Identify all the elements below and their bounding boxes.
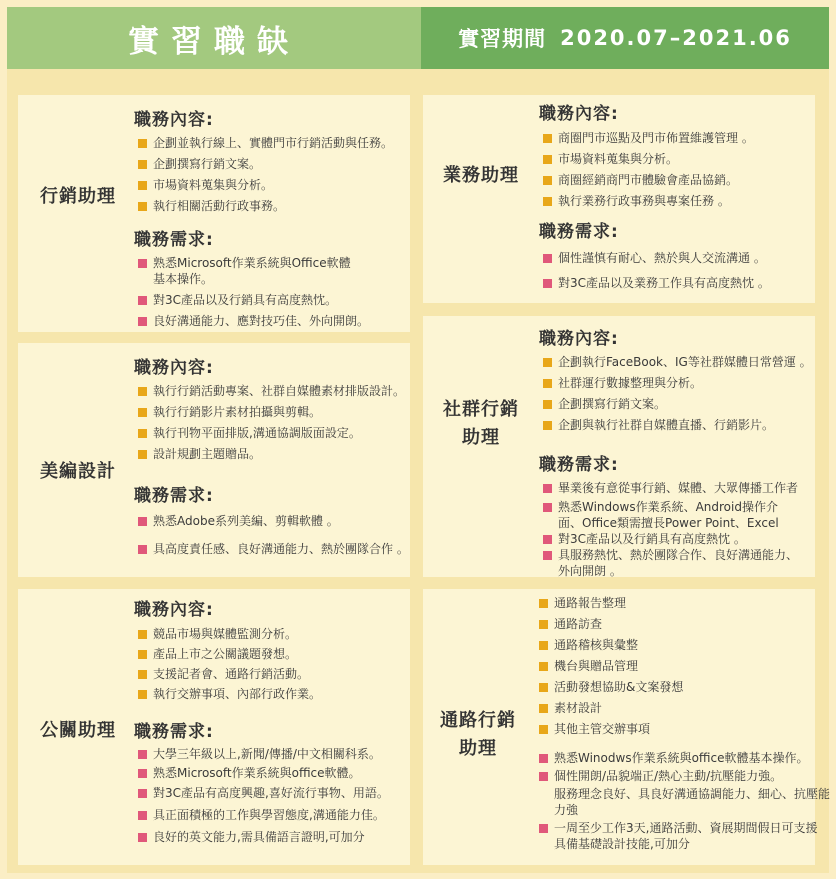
square-bullet-icon xyxy=(138,789,147,798)
list-item: 其他主管交辦事項 xyxy=(539,721,683,737)
list-item: 良好溝通能力、應對技巧佳、外向開朗。 xyxy=(138,313,369,329)
square-bullet-icon xyxy=(543,134,552,143)
list-item: 熟悉Winodws作業系統與office軟體基本操作。 xyxy=(539,750,830,766)
square-bullet-icon xyxy=(543,484,552,493)
requirements-list xyxy=(138,746,389,845)
duties-list xyxy=(539,595,683,737)
list-item: 對3C產品以及行銷具有高度熱忱。 xyxy=(138,292,369,308)
square-bullet-icon xyxy=(543,176,552,185)
square-bullet-icon xyxy=(138,833,147,842)
duties-title: 職務內容: xyxy=(134,358,214,378)
square-bullet-icon xyxy=(539,599,548,608)
card-title: 業務助理 xyxy=(443,165,519,186)
square-bullet-icon xyxy=(543,535,552,544)
list-item: 企劃撰寫行銷文案。 xyxy=(138,156,393,172)
square-bullet-icon xyxy=(543,197,552,206)
square-bullet-icon xyxy=(138,630,147,639)
requirements-list xyxy=(539,750,830,852)
square-bullet-icon xyxy=(138,202,147,211)
list-item: 個性謹慎有耐心、熱於與人交流溝通 。 xyxy=(543,250,770,266)
header-title-bar xyxy=(7,7,421,69)
duties-title: 職務內容: xyxy=(539,104,619,124)
list-item: 對3C產品有高度興趣,喜好流行事物、用語。 xyxy=(138,785,389,801)
list-item: 機台與贈品管理 xyxy=(539,658,683,674)
duties-list xyxy=(138,135,393,214)
list-item: 具備基礎設計技能,可加分 xyxy=(554,837,690,851)
square-bullet-icon xyxy=(539,725,548,734)
list-item: 執行行銷影片素材拍攝與剪輯。 xyxy=(138,404,405,420)
card-marketing xyxy=(18,95,410,332)
header-period-bar xyxy=(421,7,829,69)
list-item: 通路報告整理 xyxy=(539,595,683,611)
list-item: 通路稽核與彙整 xyxy=(539,637,683,653)
square-bullet-icon xyxy=(543,379,552,388)
card-pr xyxy=(18,589,410,865)
square-bullet-icon xyxy=(539,662,548,671)
list-item: 對3C產品以及行銷具有高度熱忱 。 xyxy=(543,531,798,547)
requirements-title: 職務需求: xyxy=(134,230,214,250)
card-title: 美編設計 xyxy=(40,461,116,482)
square-bullet-icon xyxy=(138,317,147,326)
list-item: 競品市場與媒體監測分析。 xyxy=(138,626,321,642)
card-title xyxy=(423,707,533,763)
list-item: 力強 xyxy=(554,803,579,817)
square-bullet-icon xyxy=(543,254,552,263)
square-bullet-icon xyxy=(543,421,552,430)
list-item: 企劃撰寫行銷文案。 xyxy=(543,396,812,412)
card-title: 行銷助理 xyxy=(40,186,116,207)
list-item: 熟悉Microsoft作業系統與Office軟體 xyxy=(138,255,369,271)
square-bullet-icon xyxy=(539,683,548,692)
square-bullet-icon xyxy=(138,259,147,268)
square-bullet-icon xyxy=(543,503,552,512)
square-bullet-icon xyxy=(539,824,548,833)
square-bullet-icon xyxy=(138,429,147,438)
list-item: 服務理念良好、具良好溝通協調能力、細心、抗壓能 xyxy=(554,787,831,801)
card-sales xyxy=(423,95,815,303)
duties-title: 職務內容: xyxy=(134,110,214,130)
requirements-title: 職務需求: xyxy=(539,455,619,475)
card-channel xyxy=(423,589,831,865)
list-item: 執行行銷活動專案、社群自媒體素材排版設計。 xyxy=(138,383,405,399)
square-bullet-icon xyxy=(138,517,147,526)
list-item: 商圈經銷商門市體驗會產品協銷。 xyxy=(543,172,754,188)
square-bullet-icon xyxy=(138,296,147,305)
card-title-line-1: 社群行銷 xyxy=(443,399,519,420)
square-bullet-icon xyxy=(543,551,552,560)
square-bullet-icon xyxy=(138,450,147,459)
list-item: 執行業務行政事務與專案任務 。 xyxy=(543,193,754,209)
list-item: 基本操作。 xyxy=(153,272,214,286)
square-bullet-icon xyxy=(138,160,147,169)
duties-list xyxy=(138,626,321,702)
card-title-line-2: 助理 xyxy=(462,427,500,448)
list-item: 社群運行數據整理與分析。 xyxy=(543,375,812,391)
list-item: 執行交辦事項、內部行政作業。 xyxy=(138,686,321,702)
square-bullet-icon xyxy=(539,641,548,650)
card-design xyxy=(18,343,410,577)
duties-title: 職務內容: xyxy=(539,329,619,349)
list-item: 設計規劃主題贈品。 xyxy=(138,446,405,462)
square-bullet-icon xyxy=(539,620,548,629)
square-bullet-icon xyxy=(138,139,147,148)
list-item: 面、Office類需擅長Power Point、Excel xyxy=(558,516,779,530)
card-title: 公關助理 xyxy=(40,720,116,741)
list-item: 良好的英文能力,需具備語言證明,可加分 xyxy=(138,829,389,845)
duties-list xyxy=(543,354,812,433)
list-item: 企劃並執行線上、實體門市行銷活動與任務。 xyxy=(138,135,393,151)
square-bullet-icon xyxy=(138,387,147,396)
requirements-list xyxy=(543,480,798,579)
requirements-list xyxy=(138,513,409,557)
list-item: 具高度責任感、良好溝通能力、熱於團隊合作 。 xyxy=(138,541,409,557)
list-item: 具正面積極的工作與學習態度,溝通能力佳。 xyxy=(138,807,389,823)
requirements-list xyxy=(138,255,369,329)
list-item: 熟悉Microsoft作業系統與office軟體。 xyxy=(138,765,389,781)
list-item: 熟悉Windows作業系統、Android操作介 xyxy=(543,499,798,515)
square-bullet-icon xyxy=(138,750,147,759)
list-item: 產品上市之公關議題發想。 xyxy=(138,646,321,662)
list-item: 素材設計 xyxy=(539,700,683,716)
list-item: 支援記者會、通路行銷活動。 xyxy=(138,666,321,682)
period-value: 2020.07–2021.06 xyxy=(560,26,792,50)
requirements-title: 職務需求: xyxy=(134,722,214,742)
page-title: 實習職缺 xyxy=(128,23,300,60)
duties-list xyxy=(543,130,754,209)
list-item: 個性開朗/品貌端正/熱心主動/抗壓能力強。 xyxy=(539,768,830,784)
card-social xyxy=(423,316,815,577)
square-bullet-icon xyxy=(543,279,552,288)
list-item: 活動發想協助&文案發想 xyxy=(539,679,683,695)
square-bullet-icon xyxy=(138,670,147,679)
square-bullet-icon xyxy=(138,690,147,699)
requirements-title: 職務需求: xyxy=(134,486,214,506)
square-bullet-icon xyxy=(539,754,548,763)
list-item: 市場資料蒐集與分析。 xyxy=(138,177,393,193)
list-item: 對3C產品以及業務工作具有高度熱忱 。 xyxy=(543,275,770,291)
list-item: 執行刊物平面排版,溝通協調版面設定。 xyxy=(138,425,405,441)
duties-list xyxy=(138,383,405,462)
list-item: 企劃執行FaceBook、IG等社群媒體日常營運 。 xyxy=(543,354,812,370)
square-bullet-icon xyxy=(138,408,147,417)
square-bullet-icon xyxy=(138,545,147,554)
card-title-line-1: 通路行銷 xyxy=(440,710,516,731)
card-title xyxy=(431,396,531,452)
list-item: 市場資料蒐集與分析。 xyxy=(543,151,754,167)
list-item: 熟悉Adobe系列美編、剪輯軟體 。 xyxy=(138,513,409,529)
square-bullet-icon xyxy=(138,181,147,190)
list-item: 執行相關活動行政事務。 xyxy=(138,198,393,214)
duties-title: 職務內容: xyxy=(134,600,214,620)
list-item: 畢業後有意從事行銷、媒體、大眾傳播工作者 xyxy=(543,480,798,496)
square-bullet-icon xyxy=(543,155,552,164)
square-bullet-icon xyxy=(539,772,548,781)
list-item: 外向開朗 。 xyxy=(558,564,622,578)
requirements-list xyxy=(543,250,770,291)
requirements-title: 職務需求: xyxy=(539,222,619,242)
list-item: 企劃與執行社群自媒體直播、行銷影片。 xyxy=(543,417,812,433)
list-item: 具服務熱忱、熱於團隊合作、良好溝通能力、 xyxy=(543,547,798,563)
list-item: 通路訪查 xyxy=(539,616,683,632)
square-bullet-icon xyxy=(543,400,552,409)
list-item: 大學三年級以上,新聞/傳播/中文相關科系。 xyxy=(138,746,389,762)
list-item: 一周至少工作3天,通路活動、資展期間假日可支援 xyxy=(539,820,830,836)
square-bullet-icon xyxy=(543,358,552,367)
square-bullet-icon xyxy=(138,769,147,778)
square-bullet-icon xyxy=(138,650,147,659)
square-bullet-icon xyxy=(539,704,548,713)
period-label: 實習期間 xyxy=(458,27,547,51)
list-item: 商圈門市巡點及門市佈置維護管理 。 xyxy=(543,130,754,146)
card-title-line-2: 助理 xyxy=(459,738,497,759)
square-bullet-icon xyxy=(138,811,147,820)
